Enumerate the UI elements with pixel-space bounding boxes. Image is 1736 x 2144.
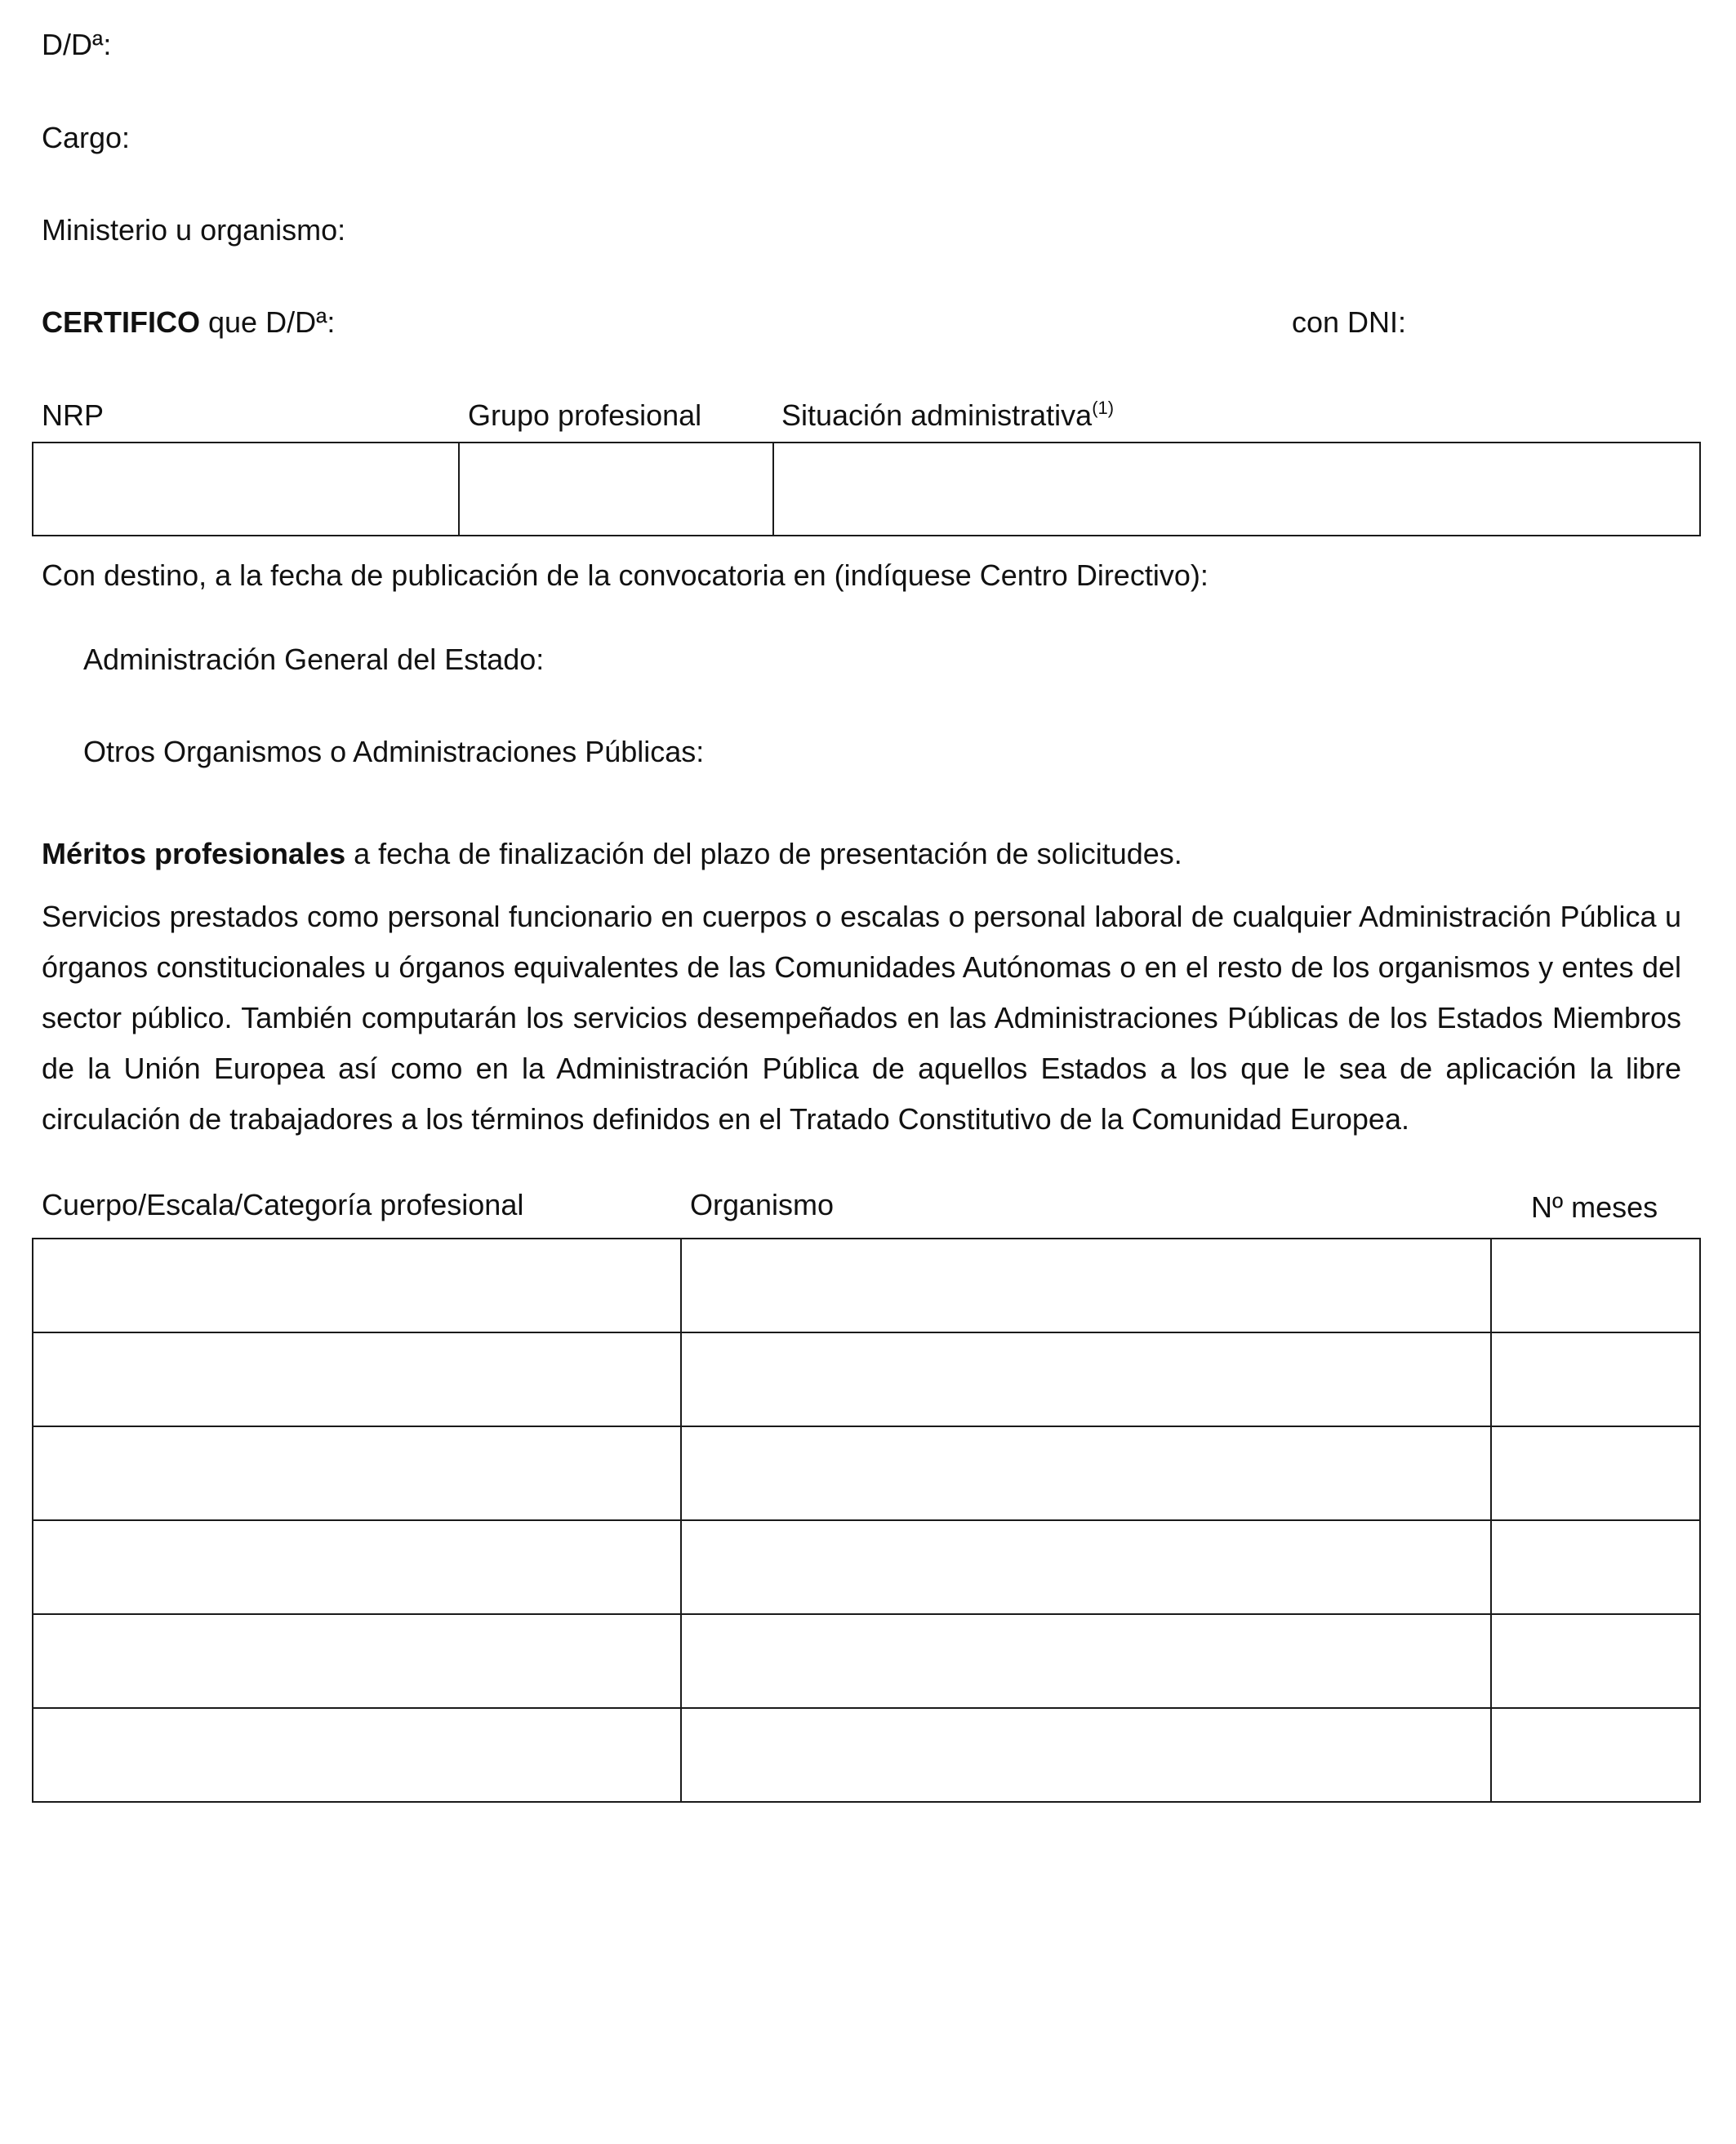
meritos-title-rest: a fecha de finalización del plazo de presentación de solicitudes. bbox=[345, 837, 1182, 870]
age-label: Administración General del Estado: bbox=[83, 643, 545, 676]
organismo-cell[interactable] bbox=[681, 1332, 1491, 1426]
cuerpo-cell[interactable] bbox=[33, 1520, 681, 1614]
dni-label: con DNI: bbox=[1292, 305, 1407, 339]
organismo-header: Organismo bbox=[690, 1188, 835, 1221]
nrp-header: NRP bbox=[42, 398, 105, 432]
table-row bbox=[33, 1239, 1700, 1332]
organismo-cell[interactable] bbox=[681, 1520, 1491, 1614]
table-row bbox=[33, 1520, 1700, 1614]
certifico-rest: que D/Dª: bbox=[200, 305, 336, 339]
services-table bbox=[32, 1238, 1701, 1803]
meses-header: Nº meses bbox=[1531, 1190, 1658, 1224]
organismo-cell[interactable] bbox=[681, 1614, 1491, 1708]
cargo-label: Cargo: bbox=[42, 121, 131, 154]
organismo-cell[interactable] bbox=[681, 1239, 1491, 1332]
certifico-line bbox=[42, 305, 336, 339]
meritos-paragraph: Servicios prestados como personal funcionario en cuerpos o escalas o personal laboral de cualquier Administración Pública u órganos constitucionales u órganos equivalentes de las Comunidades Autónomas o en el resto de los organismos y entes del sector público. También computarán los servicios desempeñados en las Administraciones Públicas de los Estados Miembros de la Unión Europea así como en la Administración Pública de aquellos Estados a los que le sea de aplicación la libre circulación de trabajadores a los términos definidos en el Tratado Constitutivo de la Comunidad Europea. bbox=[42, 900, 1681, 1136]
cuerpo-cell[interactable] bbox=[33, 1708, 681, 1802]
table-row bbox=[33, 1614, 1700, 1708]
meses-cell[interactable] bbox=[1491, 1332, 1700, 1426]
cuerpo-cell[interactable] bbox=[33, 1332, 681, 1426]
meses-cell[interactable] bbox=[1491, 1614, 1700, 1708]
cuerpo-cell[interactable] bbox=[33, 1614, 681, 1708]
situacion-cell[interactable] bbox=[773, 443, 1700, 536]
meritos-title-bold: Méritos profesionales bbox=[42, 837, 346, 870]
cuerpo-cell[interactable] bbox=[33, 1426, 681, 1520]
meses-cell[interactable] bbox=[1491, 1520, 1700, 1614]
meses-cell[interactable] bbox=[1491, 1239, 1700, 1332]
grupo-cell[interactable] bbox=[459, 443, 773, 536]
organismo-cell[interactable] bbox=[681, 1708, 1491, 1802]
destino-intro: Con destino, a la fecha de publicación de la convocatoria en (indíquese Centro Directivo): bbox=[42, 558, 1209, 592]
cuerpo-cell[interactable] bbox=[33, 1239, 681, 1332]
admin-table bbox=[32, 442, 1701, 536]
grupo-header: Grupo profesional bbox=[468, 398, 702, 432]
table-row bbox=[33, 1708, 1700, 1802]
table-row bbox=[33, 443, 1700, 536]
ministry-label: Ministerio u organismo: bbox=[42, 213, 346, 247]
table-row bbox=[33, 1332, 1700, 1426]
footnote-mark: (1) bbox=[1092, 398, 1115, 418]
situacion-header-text: Situación administrativa bbox=[781, 398, 1093, 432]
meritos-title bbox=[42, 839, 1182, 869]
nrp-cell[interactable] bbox=[33, 443, 459, 536]
meses-cell[interactable] bbox=[1491, 1708, 1700, 1802]
table-row bbox=[33, 1426, 1700, 1520]
organismo-cell[interactable] bbox=[681, 1426, 1491, 1520]
name-label: D/Dª: bbox=[42, 28, 112, 61]
cuerpo-header: Cuerpo/Escala/Categoría profesional bbox=[42, 1188, 524, 1221]
certifico-bold: CERTIFICO bbox=[42, 305, 200, 339]
otros-label: Otros Organismos o Administraciones Públicas: bbox=[83, 735, 705, 768]
situacion-header bbox=[781, 398, 1115, 432]
meses-cell[interactable] bbox=[1491, 1426, 1700, 1520]
